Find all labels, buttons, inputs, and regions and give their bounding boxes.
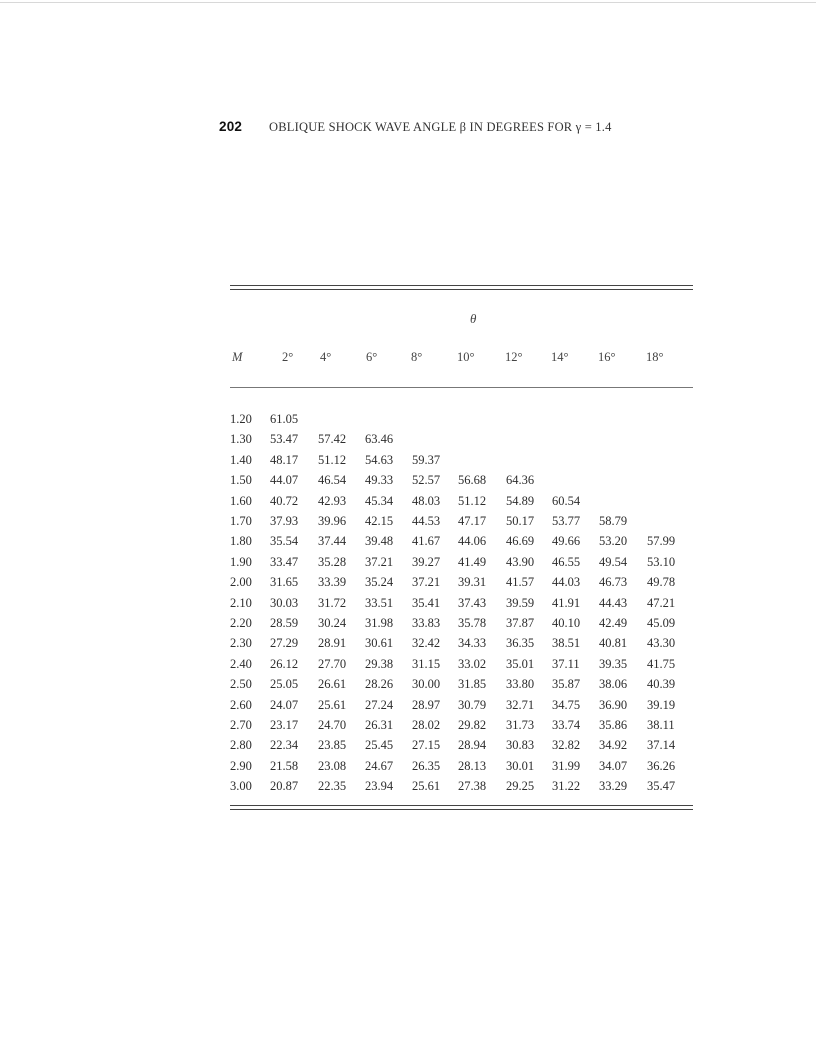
table-row [0, 698, 816, 718]
page-number: 202 [219, 119, 243, 134]
beta-value-cell: 28.13 [458, 758, 487, 773]
beta-value-cell: 33.80 [506, 677, 535, 692]
beta-value-cell: 35.54 [270, 534, 299, 549]
table-row [0, 657, 816, 677]
beta-value-cell: 27.70 [318, 656, 347, 671]
table-row [0, 514, 816, 534]
theta-group-header: θ [470, 311, 477, 326]
beta-value-cell: 39.48 [365, 534, 394, 549]
beta-value-cell: 35.47 [647, 779, 676, 794]
beta-value-cell: 31.85 [458, 677, 487, 692]
beta-value-cell: 40.81 [599, 636, 628, 651]
mach-number-cell: 1.80 [230, 534, 252, 549]
beta-value-cell: 40.72 [270, 493, 299, 508]
beta-value-cell: 25.05 [270, 677, 299, 692]
beta-value-cell: 44.07 [270, 473, 299, 488]
beta-value-cell: 28.26 [365, 677, 394, 692]
beta-value-cell: 36.35 [506, 636, 535, 651]
beta-value-cell: 29.25 [506, 779, 535, 794]
beta-value-cell: 42.15 [365, 514, 394, 528]
beta-value-cell: 41.75 [647, 656, 676, 671]
beta-value-cell: 30.24 [318, 616, 347, 630]
beta-value-cell: 31.72 [318, 595, 347, 610]
beta-value-cell: 35.87 [552, 677, 581, 692]
beta-value-cell: 22.34 [270, 738, 299, 753]
mach-number-cell: 1.20 [230, 412, 252, 426]
beta-value-cell: 32.42 [412, 636, 441, 651]
beta-value-cell: 37.21 [365, 554, 394, 569]
mach-number-cell: 2.40 [230, 656, 252, 671]
beta-value-cell: 41.91 [552, 595, 581, 610]
beta-value-cell: 53.47 [270, 432, 299, 447]
beta-value-cell: 31.98 [365, 616, 394, 630]
beta-value-cell: 60.54 [552, 493, 581, 508]
beta-value-cell: 30.79 [458, 697, 487, 712]
beta-value-cell: 43.30 [647, 636, 676, 651]
mach-number-cell: 1.30 [230, 432, 252, 447]
table-top-rule [230, 285, 693, 290]
column-header: 8° [411, 350, 423, 364]
table-row [0, 412, 816, 432]
page-header [219, 119, 719, 135]
beta-value-cell: 41.57 [506, 575, 535, 590]
page-top-edge [0, 2, 816, 3]
beta-value-cell: 36.26 [647, 758, 676, 773]
column-header: 12° [505, 350, 523, 364]
beta-value-cell: 25.61 [318, 697, 347, 712]
beta-value-cell: 20.87 [270, 779, 299, 794]
beta-value-cell: 31.65 [270, 575, 299, 590]
beta-value-cell: 39.96 [318, 514, 347, 528]
beta-value-cell: 38.06 [599, 677, 628, 692]
beta-value-cell: 37.87 [506, 616, 535, 630]
beta-value-cell: 49.78 [647, 575, 676, 590]
beta-value-cell: 44.03 [552, 575, 581, 590]
mach-number-cell: 1.90 [230, 554, 252, 569]
beta-value-cell: 46.54 [318, 473, 347, 488]
beta-value-cell: 36.90 [599, 697, 628, 712]
beta-value-cell: 47.21 [647, 595, 676, 610]
row-header-m: M [232, 350, 243, 364]
beta-value-cell: 43.90 [506, 554, 535, 569]
beta-value-cell: 24.70 [318, 718, 347, 732]
beta-value-cell: 64.36 [506, 473, 535, 488]
beta-value-cell: 57.99 [647, 534, 676, 549]
beta-value-cell: 54.63 [365, 452, 394, 467]
beta-value-cell: 28.59 [270, 616, 299, 630]
beta-value-cell: 56.68 [458, 473, 487, 488]
mach-number-cell: 2.10 [230, 595, 252, 610]
beta-value-cell: 40.10 [552, 616, 581, 630]
beta-value-cell: 35.24 [365, 575, 394, 590]
mach-number-cell: 1.50 [230, 473, 252, 488]
beta-value-cell: 31.73 [506, 718, 535, 732]
table-row [0, 718, 816, 738]
table-row [0, 453, 816, 473]
beta-value-cell: 25.45 [365, 738, 394, 753]
beta-value-cell: 63.46 [365, 432, 394, 447]
column-header: 4° [320, 350, 332, 364]
mach-number-cell: 2.70 [230, 718, 252, 732]
beta-value-cell: 37.93 [270, 514, 299, 528]
beta-value-cell: 49.33 [365, 473, 394, 488]
beta-value-cell: 22.35 [318, 779, 347, 794]
beta-value-cell: 30.00 [412, 677, 441, 692]
beta-value-cell: 48.03 [412, 493, 441, 508]
column-header: 2° [282, 350, 294, 364]
beta-value-cell: 28.97 [412, 697, 441, 712]
mach-number-cell: 2.00 [230, 575, 252, 590]
table-row [0, 759, 816, 779]
beta-value-cell: 39.27 [412, 554, 441, 569]
beta-value-cell: 44.06 [458, 534, 487, 549]
table-bottom-rule [230, 805, 693, 810]
beta-value-cell: 27.15 [412, 738, 441, 753]
beta-value-cell: 23.08 [318, 758, 347, 773]
beta-value-cell: 38.11 [647, 718, 675, 732]
beta-value-cell: 28.02 [412, 718, 441, 732]
beta-value-cell: 26.35 [412, 758, 441, 773]
beta-value-cell: 34.33 [458, 636, 487, 651]
mach-number-cell: 2.90 [230, 758, 252, 773]
beta-value-cell: 26.61 [318, 677, 347, 692]
beta-value-cell: 37.14 [647, 738, 676, 753]
table-row [0, 636, 816, 656]
beta-value-cell: 23.85 [318, 738, 347, 753]
mach-number-cell: 1.70 [230, 514, 252, 528]
beta-value-cell: 39.59 [506, 595, 535, 610]
beta-value-cell: 27.29 [270, 636, 299, 651]
beta-value-cell: 32.71 [506, 697, 535, 712]
beta-value-cell: 53.20 [599, 534, 628, 549]
column-header: 16° [598, 350, 616, 364]
mach-number-cell: 3.00 [230, 779, 252, 794]
beta-value-cell: 42.49 [599, 616, 628, 630]
table-row [0, 677, 816, 697]
beta-value-cell: 33.02 [458, 656, 487, 671]
beta-value-cell: 29.38 [365, 656, 394, 671]
mach-number-cell: 2.60 [230, 697, 252, 712]
beta-value-cell: 25.61 [412, 779, 441, 794]
beta-value-cell: 33.39 [318, 575, 347, 590]
beta-value-cell: 37.21 [412, 575, 441, 590]
beta-value-cell: 28.91 [318, 636, 347, 651]
beta-value-cell: 28.94 [458, 738, 487, 753]
beta-value-cell: 31.15 [412, 656, 441, 671]
beta-value-cell: 41.49 [458, 554, 487, 569]
beta-value-cell: 26.12 [270, 656, 299, 671]
beta-value-cell: 45.09 [647, 616, 676, 630]
column-header: 14° [551, 350, 569, 364]
beta-value-cell: 39.35 [599, 656, 628, 671]
header-divider [230, 387, 693, 388]
beta-value-cell: 54.89 [506, 493, 535, 508]
beta-value-cell: 35.86 [599, 718, 628, 732]
beta-value-cell: 30.61 [365, 636, 394, 651]
beta-value-cell: 39.19 [647, 697, 676, 712]
beta-value-cell: 27.38 [458, 779, 487, 794]
beta-value-cell: 44.43 [599, 595, 628, 610]
beta-value-cell: 21.58 [270, 758, 299, 773]
beta-value-cell: 30.83 [506, 738, 535, 753]
beta-value-cell: 32.82 [552, 738, 581, 753]
beta-value-cell: 59.37 [412, 452, 441, 467]
beta-value-cell: 46.73 [599, 575, 628, 590]
beta-value-cell: 34.75 [552, 697, 581, 712]
column-header: 18° [646, 350, 664, 364]
beta-value-cell: 24.67 [365, 758, 394, 773]
beta-value-cell: 46.55 [552, 554, 581, 569]
beta-value-cell: 48.17 [270, 452, 299, 467]
beta-value-cell: 23.17 [270, 718, 299, 732]
mach-number-cell: 2.20 [230, 616, 252, 630]
beta-value-cell: 30.03 [270, 595, 299, 610]
beta-value-cell: 40.39 [647, 677, 676, 692]
beta-value-cell: 35.41 [412, 595, 441, 610]
beta-value-cell: 33.29 [599, 779, 628, 794]
beta-value-cell: 31.22 [552, 779, 581, 794]
beta-value-cell: 42.93 [318, 493, 347, 508]
beta-value-cell: 24.07 [270, 697, 299, 712]
beta-value-cell: 46.69 [506, 534, 535, 549]
beta-value-cell: 37.43 [458, 595, 487, 610]
column-header: 6° [366, 350, 378, 364]
beta-value-cell: 51.12 [458, 493, 487, 508]
beta-value-cell: 34.07 [599, 758, 628, 773]
beta-value-cell: 58.79 [599, 514, 628, 528]
beta-value-cell: 53.77 [552, 514, 581, 528]
beta-value-cell: 33.83 [412, 616, 441, 630]
table-row [0, 575, 816, 595]
beta-value-cell: 53.10 [647, 554, 676, 569]
beta-value-cell: 45.34 [365, 493, 394, 508]
beta-value-cell: 61.05 [270, 412, 299, 426]
beta-value-cell: 29.82 [458, 718, 487, 732]
beta-value-cell: 35.01 [506, 656, 535, 671]
table-row [0, 779, 816, 799]
table-row [0, 596, 816, 616]
table-row [0, 534, 816, 554]
beta-value-cell: 51.12 [318, 452, 347, 467]
beta-value-cell: 37.11 [552, 656, 580, 671]
beta-value-cell: 37.44 [318, 534, 347, 549]
beta-value-cell: 38.51 [552, 636, 581, 651]
beta-value-cell: 49.66 [552, 534, 581, 549]
table-row [0, 555, 816, 575]
table-row [0, 432, 816, 452]
beta-value-cell: 34.92 [599, 738, 628, 753]
beta-value-cell: 50.17 [506, 514, 535, 528]
mach-number-cell: 1.60 [230, 493, 252, 508]
table-row [0, 473, 816, 493]
mach-number-cell: 1.40 [230, 452, 252, 467]
beta-value-cell: 27.24 [365, 697, 394, 712]
beta-value-cell: 44.53 [412, 514, 441, 528]
beta-value-cell: 26.31 [365, 718, 394, 732]
beta-value-cell: 41.67 [412, 534, 441, 549]
table-row [0, 616, 816, 636]
beta-value-cell: 30.01 [506, 758, 535, 773]
beta-value-cell: 39.31 [458, 575, 487, 590]
beta-value-cell: 35.28 [318, 554, 347, 569]
mach-number-cell: 2.30 [230, 636, 252, 651]
beta-value-cell: 52.57 [412, 473, 441, 488]
beta-value-cell: 47.17 [458, 514, 487, 528]
beta-value-cell: 33.74 [552, 718, 581, 732]
column-header: 10° [457, 350, 475, 364]
page-title: OBLIQUE SHOCK WAVE ANGLE β IN DEGREES FOR γ = 1.4 [269, 120, 612, 134]
beta-value-cell: 35.78 [458, 616, 487, 630]
table-row [0, 738, 816, 758]
mach-number-cell: 2.50 [230, 677, 252, 692]
beta-value-cell: 49.54 [599, 554, 628, 569]
beta-value-cell: 33.51 [365, 595, 394, 610]
beta-value-cell: 33.47 [270, 554, 299, 569]
beta-value-cell: 31.99 [552, 758, 581, 773]
beta-value-cell: 57.42 [318, 432, 347, 447]
mach-number-cell: 2.80 [230, 738, 252, 753]
table-row [0, 494, 816, 514]
beta-value-cell: 23.94 [365, 779, 394, 794]
